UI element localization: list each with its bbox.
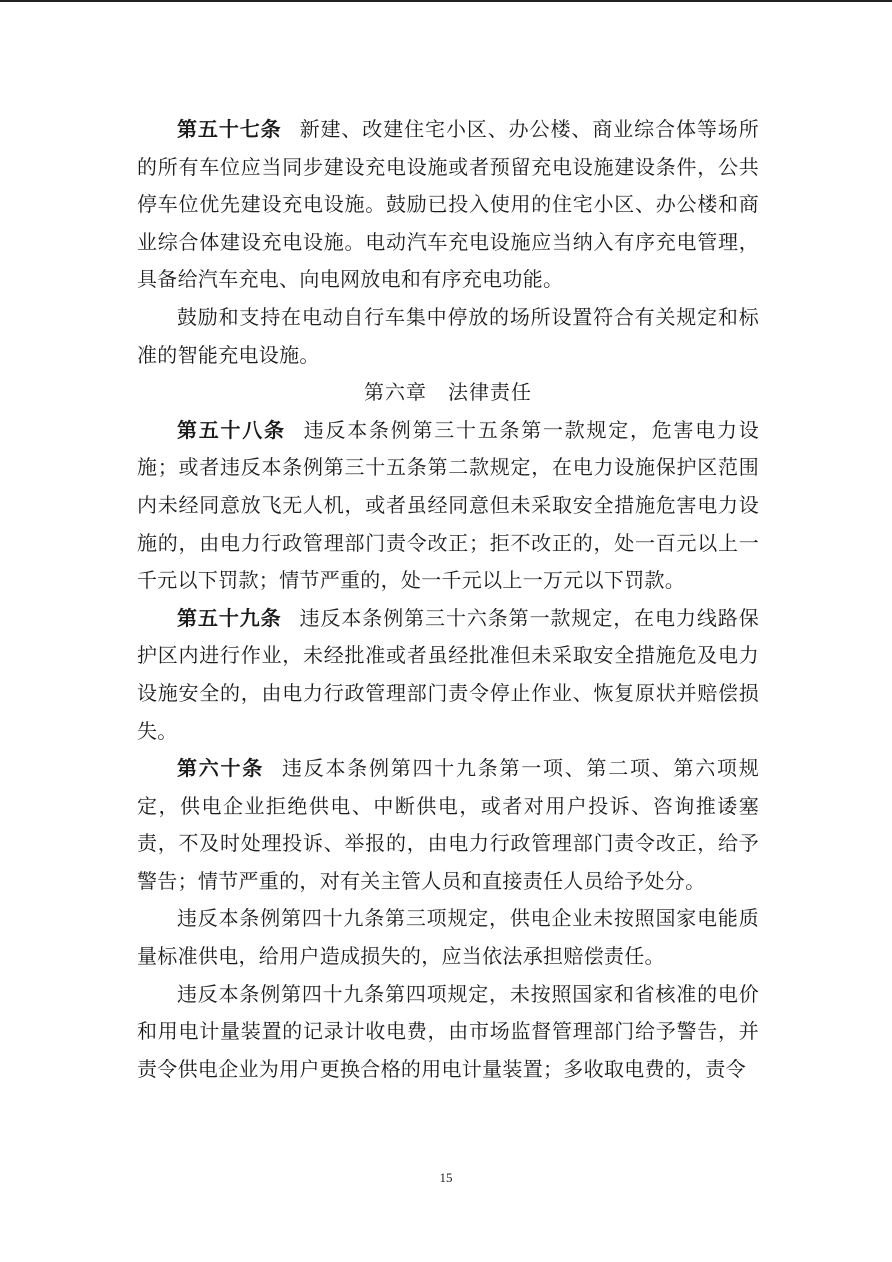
charging-facilities-text: 鼓励和支持在电动自行车集中停放的场所设置符合有关规定和标准的智能充电设施。 bbox=[137, 304, 759, 367]
article-60-heading: 第六十条 bbox=[177, 756, 264, 781]
power-quality-text: 违反本条例第四十九条第三项规定，供电企业未按照国家电能质量标准供电，给用户造成损失的，应当依法承担赔偿责任。 bbox=[137, 906, 759, 969]
article-59-heading: 第五十九条 bbox=[177, 605, 282, 630]
charging-facilities-paragraph bbox=[137, 299, 759, 374]
metering-paragraph bbox=[137, 976, 759, 1089]
article-57-paragraph bbox=[137, 111, 759, 299]
article-57-heading: 第五十七条 bbox=[177, 117, 282, 141]
top-border-line bbox=[0, 0, 892, 2]
article-58-paragraph bbox=[137, 412, 759, 600]
document-page-body bbox=[137, 111, 759, 1088]
page-number: 15 bbox=[439, 1170, 453, 1185]
article-58-heading: 第五十八条 bbox=[177, 417, 286, 442]
article-60-text: 违反本条例第四十九条第一项、第二项、第六项规定，供电企业拒绝供电、中断供电，或者对用户投诉、咨询推诿塞责，不及时处理投诉、举报的，由电力行政管理部门责令改正，给予警告；情节严重的，对有关主管人员和直接责任人员给予处分。 bbox=[137, 756, 759, 893]
article-59-paragraph bbox=[137, 600, 759, 750]
metering-text: 违反本条例第四十九条第四项规定，未按照国家和省核准的电价和用电计量装置的记录计收电费，由市场监督管理部门给予警告，并责令供电企业为用户更换合格的用电计量装置；多收取电费的，责令 bbox=[137, 981, 759, 1081]
chapter-title: 第六章 法律责任 bbox=[364, 380, 532, 405]
article-58-text: 违反本条例第三十五条第一款规定，危害电力设施；或者违反本条例第三十五条第二款规定，在电力设施保护区范围内未经同意放飞无人机，或者虽经同意但未采取安全措施危害电力设施的，由电力行政管理部门责令改正；拒不改正的，处一百元以上一千元以下罚款；情节严重的，处一千元以上一万元以下罚款。 bbox=[137, 417, 759, 593]
article-60-paragraph bbox=[137, 750, 759, 900]
power-quality-paragraph bbox=[137, 900, 759, 975]
article-57-text: 新建、改建住宅小区、办公楼、商业综合体等场所的所有车位应当同步建设充电设施或者预留充电设施建设条件，公共停车位优先建设充电设施。鼓励已投入使用的住宅小区、办公楼和商业综合体建设充电设施。电动汽车充电设施应当纳入有序充电管理，具备给汽车充电、向电网放电和有序充电功能。 bbox=[137, 117, 759, 292]
article-59-text: 违反本条例第三十六条第一款规定，在电力线路保护区内进行作业，未经批准或者虽经批准但未采取安全措施危及电力设施安全的，由电力行政管理部门责令停止作业、恢复原状并赔偿损失。 bbox=[137, 605, 759, 743]
